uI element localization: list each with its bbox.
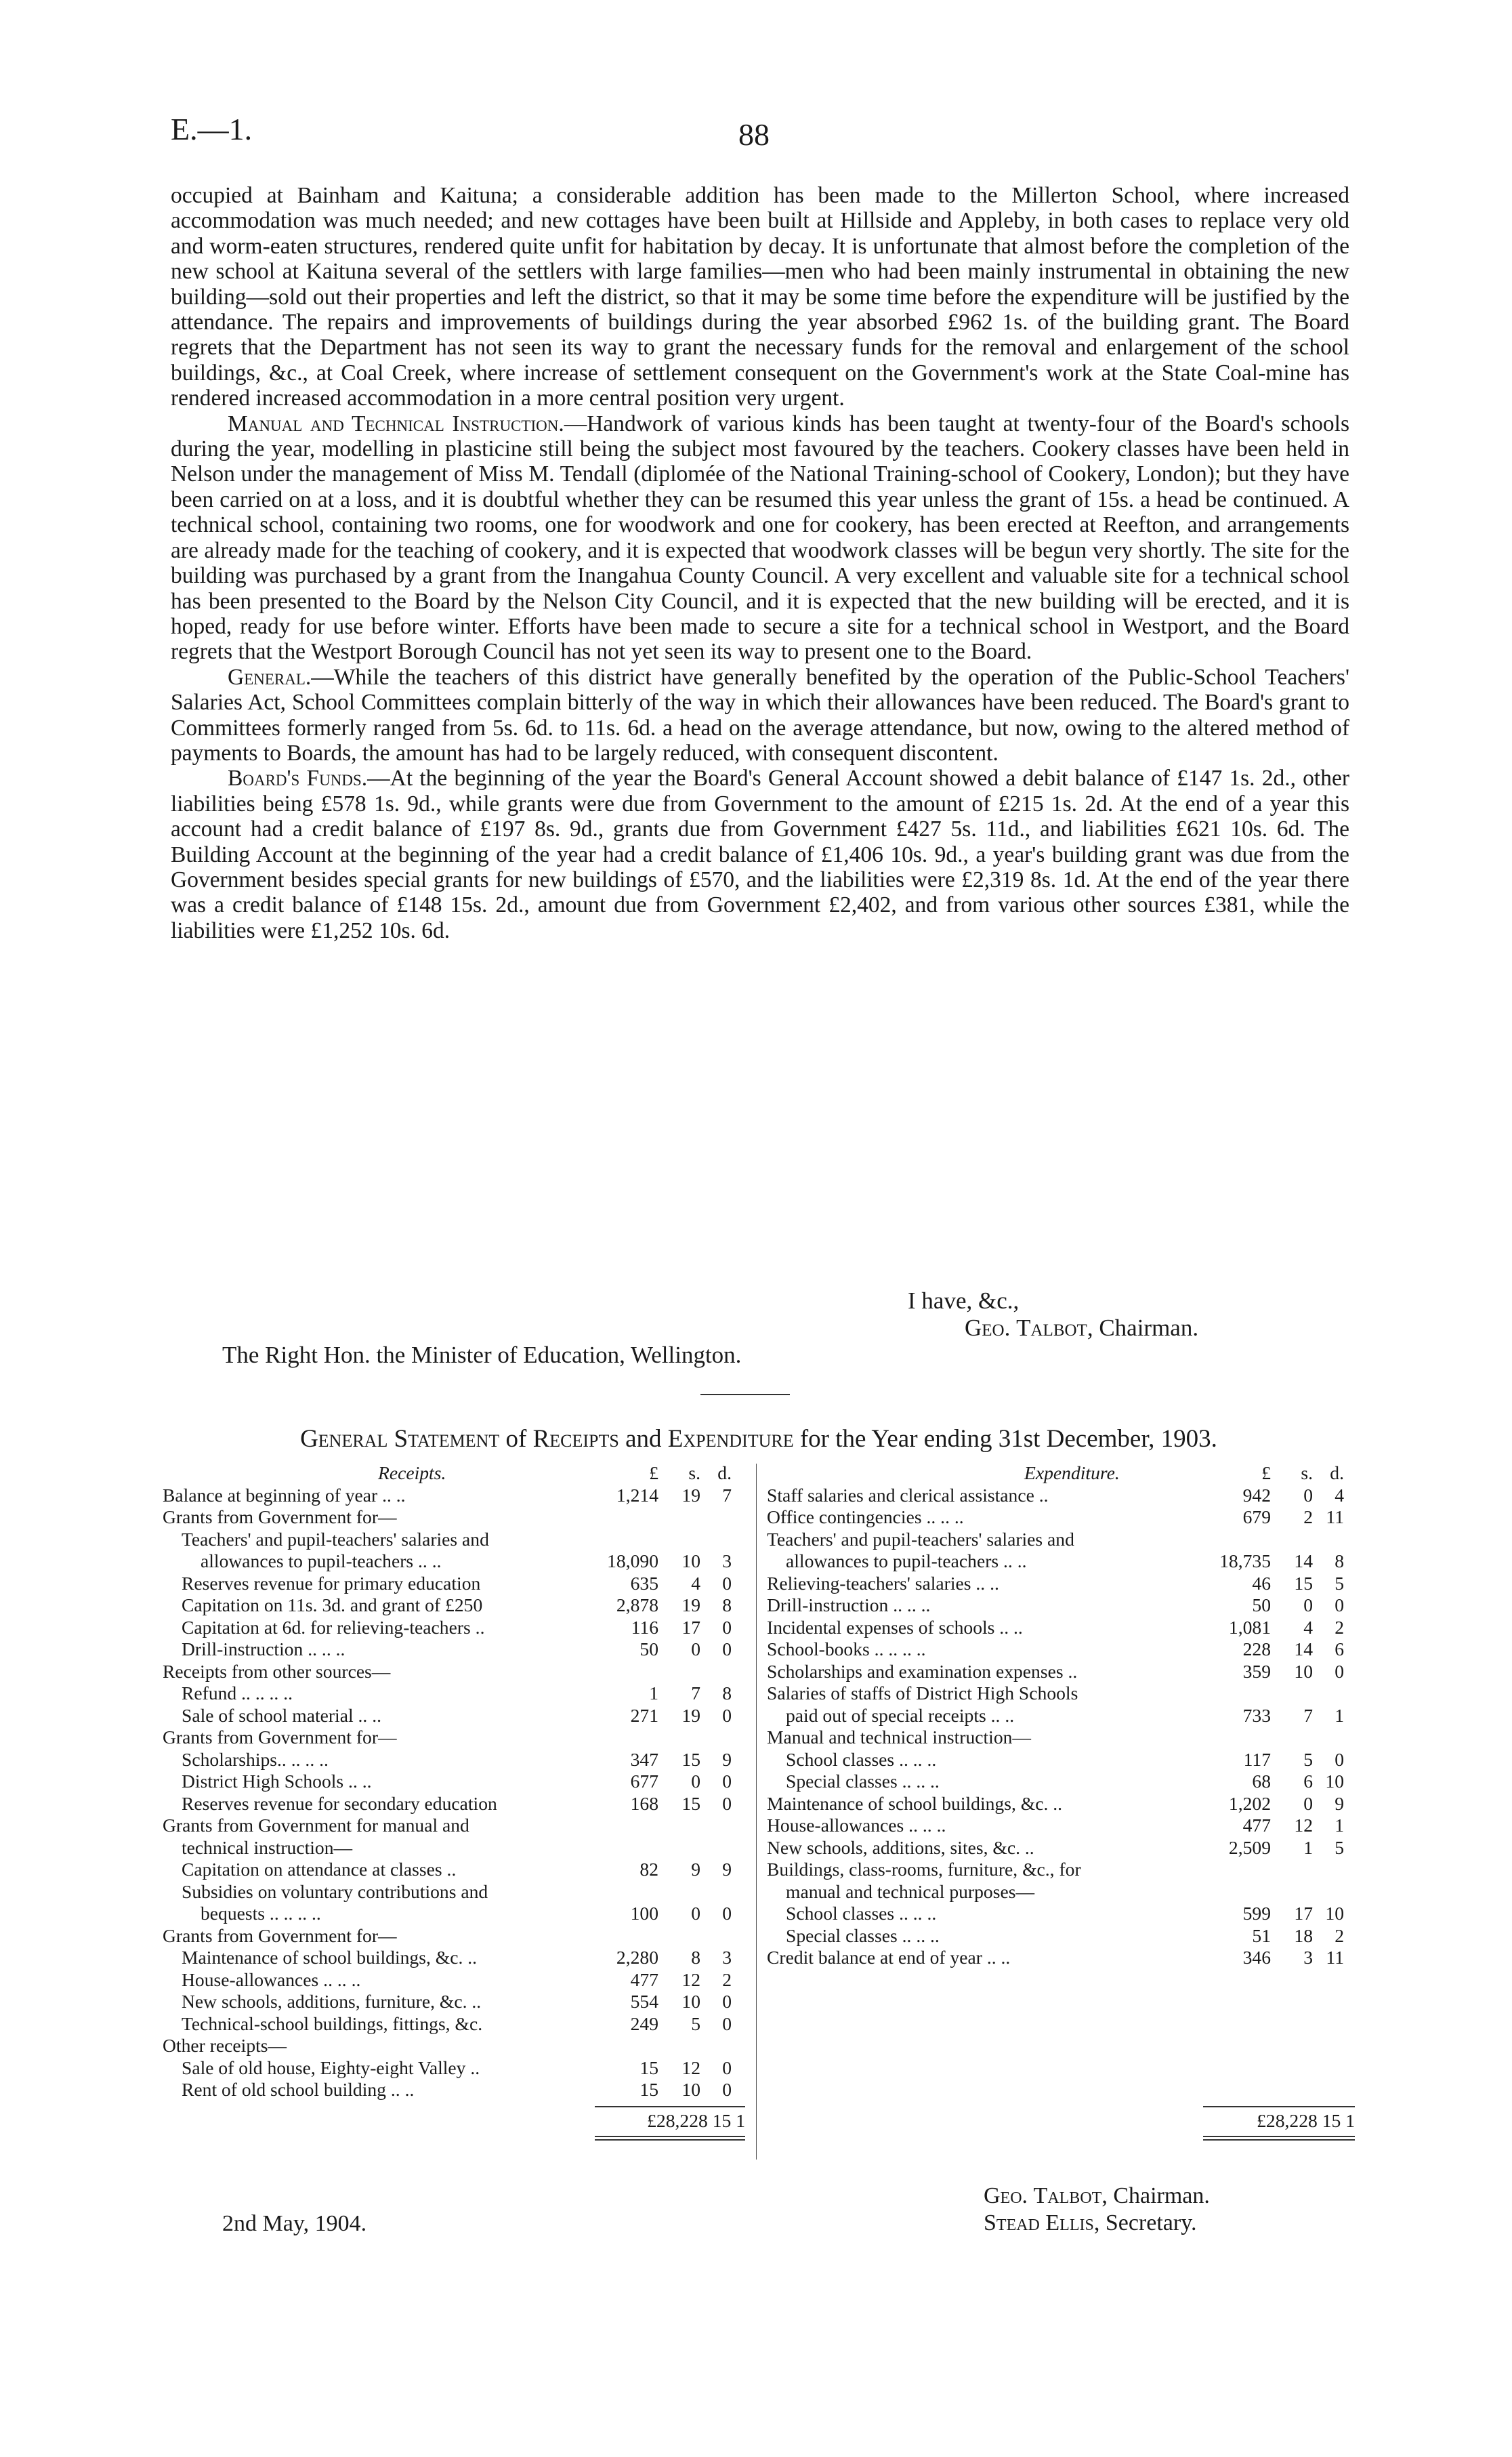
amount-shillings: 2 [1303,1506,1313,1527]
row-label: House-allowances .. .. .. [182,1968,361,1990]
amount-pence: 0 [722,1638,732,1659]
amount-pence: 0 [722,2057,732,2078]
signer-last: Talbot [1016,1315,1087,1341]
row-label: School-books .. .. .. .. [767,1638,926,1659]
receipt-row [163,1771,745,1793]
row-label: Receipts from other sources— [163,1660,391,1682]
receipt-row [163,1638,745,1661]
receipt-row [163,2013,745,2036]
amount-shillings: 10 [1294,1660,1313,1682]
expenditure-row [767,1506,1355,1529]
receipt-row [163,1485,745,1507]
receipt-row [163,1529,745,1551]
receipt-row [163,1682,745,1705]
row-label: District High Schools .. .. [182,1771,372,1792]
sig-last: Talbot [1033,2183,1102,2208]
expenditure-row [767,1594,1355,1617]
receipt-row [163,1991,745,2013]
sig-role: , Secretary. [1093,2210,1197,2235]
expenditure-row [767,1573,1355,1595]
statement-title [163,1424,1355,1453]
expenditure-row [767,1837,1355,1859]
row-label: Reserves revenue for primary education [182,1572,481,1594]
receipts-total-rule [595,2106,745,2107]
amount-pounds: 116 [631,1616,658,1638]
expenditure-row [767,1661,1355,1683]
amount-pounds: 50 [639,1638,658,1659]
amount-pounds: 68 [1252,1771,1271,1792]
title-word: General [300,1425,388,1453]
amount-pence: 3 [722,1550,732,1571]
receipt-row [163,1617,745,1639]
amount-pence: 2 [1335,1616,1344,1638]
amount-shillings: 17 [1294,1903,1313,1924]
row-label: manual and technical purposes— [786,1880,1035,1902]
row-label: Capitation on attendance at classes .. [182,1859,457,1880]
row-label: Special classes .. .. .. [786,1771,940,1792]
expenditure-row [767,1859,1355,1881]
row-label: New schools, additions, furniture, &c. .. [182,1991,482,2012]
receipt-row [163,1573,745,1595]
row-label: Grants from Government for manual and [163,1815,469,1836]
closing-signature [965,1315,1198,1342]
row-label: Grants from Government for— [163,1924,397,1946]
amount-pounds: 679 [1242,1506,1271,1527]
row-label: Scholarships.. .. .. .. [182,1748,329,1770]
section-divider [700,1394,790,1395]
amount-pounds: 635 [630,1572,658,1594]
amount-pence: 11 [1326,1506,1344,1527]
section-heading-general: General. [228,664,312,690]
row-label: technical instruction— [182,1836,353,1858]
row-label: Capitation on 11s. 3d. and grant of £250 [182,1594,483,1615]
paragraph-general [171,665,1349,766]
expenditure-row [767,1485,1355,1507]
col-shillings: s. [1301,1462,1313,1483]
amount-pounds: 15 [639,2079,658,2100]
row-label: Credit balance at end of year .. .. [767,1947,1011,1968]
expenditure-row [767,1771,1355,1793]
row-label: Grants from Government for— [163,1506,397,1527]
amount-shillings: 4 [1303,1616,1313,1638]
amount-pounds: 100 [630,1903,658,1924]
row-label: Drill-instruction .. .. .. [767,1594,931,1615]
row-label: Relieving-teachers' salaries .. .. [767,1572,999,1594]
amount-shillings: 14 [1294,1638,1313,1659]
amount-pounds: 82 [639,1859,658,1880]
expenditure-row [767,1925,1355,1947]
receipt-row [163,1925,745,1947]
title-word: for the Year ending 31st December, 1903. [799,1425,1217,1453]
row-label: bequests .. .. .. .. [201,1903,321,1924]
amount-pounds: 677 [630,1771,658,1792]
receipts-heading: Receipts. [378,1462,446,1483]
amount-shillings: 1 [1303,1836,1313,1858]
amount-pence: 0 [722,2079,732,2100]
page-header [0,102,1512,152]
amount-pence: 0 [722,1771,732,1792]
expenditure-row [767,1815,1355,1837]
amount-pence: 4 [1335,1484,1344,1506]
signature-chairman [984,2183,1210,2209]
paragraph-text: —Handwork of various kinds has been taught at twenty-four of the Board's schools during the year, modelling in plasticine still being the subject most favoured by the teachers. Cookery classes have been held in Nelson under the management of Miss M. Tendall (diplomée of the National Training-school of Cookery, London); but they have been carried on at a loss, and it is doubtful whether they can be resumed this year unless the grant of 15s. a head be continued. A technical school, containing two rooms, one for woodwork and one for cookery, has been erected at Reefton, and arrangements are already made for the teaching of cookery, and it is expected that woodwork classes will be begun very shortly. The site for the building was purchased by a grant from the Inangahua County Council. A very excellent and valuable site for a technical school has been presented to the Board by the Nelson City Council, and it is expected that the new building will be erected, and it is hoped, ready for use before winter. Efforts have been made to secure a site for a technical school in Westport, and the Board regrets that the Westport Borough Council has not yet seen its way to present one to the Board. [171,411,1350,665]
column-rule [756,1464,757,2160]
amount-shillings: 10 [681,1991,700,2012]
title-word: and [625,1425,662,1453]
amount-pounds: 477 [1242,1815,1271,1836]
statement-date: 2nd May, 1904. [222,2211,367,2236]
amount-shillings: 5 [1303,1748,1313,1770]
amount-shillings: 9 [691,1859,700,1880]
expenditure-row [767,1550,1355,1573]
amount-shillings: 12 [681,2057,700,2078]
amount-pence: 8 [722,1682,732,1704]
col-shillings: s. [688,1462,700,1483]
amount-shillings: 8 [691,1947,700,1968]
page-number: 88 [738,117,770,152]
amount-shillings: 5 [691,2012,700,2034]
amount-pounds: 2,509 [1228,1836,1271,1858]
expenditure-table [767,1462,1355,1969]
amount-pence: 0 [722,1792,732,1814]
amount-shillings: 7 [1303,1704,1313,1726]
report-body [171,183,1349,943]
expenditure-total-rule [1203,2136,1355,2137]
amount-shillings: 15 [681,1792,700,1814]
amount-pounds: 347 [630,1748,658,1770]
amount-pence: 0 [1335,1594,1344,1615]
amount-pence: 0 [722,1903,732,1924]
receipt-row [163,2079,745,2101]
amount-pounds: 1,081 [1228,1616,1271,1638]
amount-shillings: 0 [1303,1594,1313,1615]
amount-pounds: 249 [630,2012,658,2034]
expenditure-header-row [767,1462,1355,1485]
row-label: Sale of school material .. .. [182,1704,382,1726]
receipt-row [163,1594,745,1617]
amount-pence: 5 [1335,1836,1344,1858]
col-pound: £ [1261,1462,1271,1483]
row-label: Reserves revenue for secondary education [182,1792,497,1814]
expenditure-total: £28,228 15 1 [1257,2110,1355,2131]
amount-pounds: 2,280 [616,1947,658,1968]
amount-pounds: 18,090 [607,1550,658,1571]
row-label: School classes .. .. .. [786,1903,937,1924]
amount-shillings: 12 [681,1968,700,1990]
expenditure-row [767,1947,1355,1969]
expenditure-heading: Expenditure. [1024,1462,1120,1483]
expenditure-row [767,1793,1355,1815]
amount-pence: 0 [722,1616,732,1638]
receipt-row [163,1727,745,1749]
amount-shillings: 7 [691,1682,700,1704]
receipt-row [163,1881,745,1903]
receipt-row [163,1506,745,1529]
amount-shillings: 19 [681,1484,700,1506]
row-label: allowances to pupil-teachers .. .. [786,1550,1027,1571]
receipts-header-row [163,1462,745,1485]
amount-pence: 0 [722,1572,732,1594]
expenditure-row [767,1638,1355,1661]
receipt-row [163,1947,745,1969]
closing-addressee: The Right Hon. the Minister of Education, Wellington. [222,1342,742,1368]
paragraph-text: —At the beginning of the year the Board's General Account showed a debit balance of £147 1s. 2d., other liabilities being £578 1s. 9d., while grants were due from Government to the amount of £215 1s. 2d. At the end of a year this account had a credit balance of £197 8s. 9d., grants due from Government £427 5s. 11d., and liabilities £621 10s. 6d. The Building Account at the beginning of the year had a credit balance of £1,406 10s. 9d., a year's building grant was due from the Government besides special grants for new buildings of £570, and the liabilities were £2,319 8s. 1d. At the end of the year there was a credit balance of £148 15s. 2d., amount due from Government £2,402, and from various other sources £381, while the liabilities were £1,252 10s. 6d. [171,766,1349,943]
sig-role: , Chairman. [1101,2183,1210,2208]
section-heading-manual-technical: Manual and Technical Instruction. [228,411,564,436]
row-label: Special classes .. .. .. [786,1924,940,1946]
amount-pence: 0 [722,2012,732,2034]
col-pound: £ [649,1462,658,1483]
signature-secretary [984,2210,1197,2236]
amount-shillings: 0 [1303,1792,1313,1814]
expenditure-row [767,1529,1355,1551]
signer-first: Geo. [965,1315,1011,1341]
receipt-row [163,1859,745,1881]
expenditure-row [767,1705,1355,1727]
col-pence: d. [717,1462,732,1483]
title-word: Statement [394,1425,500,1453]
row-label: Salaries of staffs of District High Schools [767,1682,1078,1704]
row-label: Balance at beginning of year .. .. [163,1484,406,1506]
row-label: Maintenance of school buildings, &c. .. [767,1792,1063,1814]
signer-role: , Chairman. [1087,1315,1199,1341]
col-pence: d. [1330,1462,1344,1483]
row-label: House-allowances .. .. .. [767,1815,946,1836]
row-label: Maintenance of school buildings, &c. .. [182,1947,478,1968]
amount-shillings: 17 [681,1616,700,1638]
amount-pence: 8 [722,1594,732,1615]
amount-pounds: 50 [1252,1594,1271,1615]
amount-pence: 0 [722,1704,732,1726]
row-label: New schools, additions, sites, &c. .. [767,1836,1034,1858]
title-word: Expenditure [667,1425,794,1453]
amount-pounds: 15 [639,2057,658,2078]
amount-pence: 2 [722,1968,732,1990]
sig-last: Ellis [1045,2210,1094,2235]
amount-pence: 6 [1335,1638,1344,1659]
expenditure-row [767,1749,1355,1771]
row-label: Other receipts— [163,2035,287,2056]
amount-pence: 0 [722,1991,732,2012]
amount-pence: 2 [1335,1924,1344,1946]
amount-pounds: 228 [1242,1638,1271,1659]
amount-shillings: 0 [691,1771,700,1792]
receipt-row [163,1661,745,1683]
amount-pounds: 2,878 [616,1594,658,1615]
paragraph-buildings: occupied at Bainham and Kaituna; a considerable addition has been made to the Millerton School, where increased accommodation was much needed; and new cottages have been built at Hillside and Appleby, in both cases to replace very old and worm-eaten structures, rendered quite unfit for habitation by decay. It is unfortunate that almost before the completion of the new school at Kaituna several of the settlers with large families—men who had been mainly instrumental in obtaining the new building—sold out their properties and left the district, so that it may be some time before the expenditure will be justified by the attendance. The repairs and improvements of buildings during the year absorbed £962 1s. of the building grant. The Board regrets that the Department has not seen its way to grant the necessary funds for the removal and enlargement of the school buildings, &c., at Coal Creek, where increase of settlement consequent on the Government's work at the State Coal-mine has rendered increased accommodation in a more central position very urgent. [171,183,1349,411]
amount-pence: 1 [1335,1815,1344,1836]
amount-shillings: 18 [1294,1924,1313,1946]
sig-first: Geo. [984,2183,1028,2208]
receipt-row [163,1749,745,1771]
amount-shillings: 0 [691,1903,700,1924]
amount-pence: 5 [1335,1572,1344,1594]
amount-pounds: 942 [1242,1484,1271,1506]
row-label: Staff salaries and clerical assistance .. [767,1484,1049,1506]
amount-pence: 3 [722,1947,732,1968]
amount-pounds: 117 [1243,1748,1271,1770]
receipt-row [163,1550,745,1573]
expenditure-row [767,1903,1355,1925]
expenditure-total-rule [1203,2139,1355,2141]
receipts-total-rule [595,2136,745,2137]
amount-shillings: 0 [691,1638,700,1659]
receipts-total-rule [595,2139,745,2141]
receipt-row [163,1903,745,1925]
paragraph-manual-technical [171,411,1349,665]
receipt-row [163,1837,745,1859]
amount-shillings: 12 [1294,1815,1313,1836]
amount-shillings: 19 [681,1594,700,1615]
closing-salutation: I have, &c., [908,1287,1020,1314]
title-word: Receipts [532,1425,619,1453]
receipt-row [163,1969,745,1991]
row-label: Sale of old house, Eighty-eight Valley .. [182,2057,480,2078]
amount-pence: 0 [1335,1660,1344,1682]
paragraph-boards-funds [171,766,1349,943]
amount-shillings: 0 [1303,1484,1313,1506]
amount-pence: 10 [1325,1771,1344,1792]
amount-pounds: 271 [630,1704,658,1726]
paragraph-text: —While the teachers of this district have generally benefited by the operation of the Public-School Teachers' Salaries Act, School Committees complain bitterly of the way in which their allowances have been reduced. The Board's grant to Committees formerly ranged from 5s. 6d. to 11s. 6d. a head on the average attendance, but now, owing to the altered method of payments to Boards, the amount has had to be largely reduced, with consequent discontent. [171,664,1349,766]
row-label: Manual and technical instruction— [767,1727,1032,1748]
amount-shillings: 19 [681,1704,700,1726]
row-label: Capitation at 6d. for relieving-teachers .. [182,1616,485,1638]
expenditure-row [767,1682,1355,1705]
amount-pence: 9 [722,1748,732,1770]
amount-pounds: 46 [1252,1572,1271,1594]
row-label: Teachers' and pupil-teachers' salaries and [182,1528,489,1550]
row-label: Rent of old school building .. .. [182,2079,415,2100]
amount-pounds: 477 [630,1968,658,1990]
amount-pence: 11 [1326,1947,1344,1968]
row-label: Grants from Government for— [163,1727,397,1748]
amount-pounds: 1,214 [616,1484,658,1506]
receipts-total: £28,228 15 1 [647,2110,745,2131]
amount-pounds: 51 [1252,1924,1271,1946]
row-label: Drill-instruction .. .. .. [182,1638,345,1659]
amount-shillings: 15 [1294,1572,1313,1594]
amount-pounds: 18,735 [1219,1550,1271,1571]
expenditure-row [767,1727,1355,1749]
row-label: paid out of special receipts .. .. [786,1704,1015,1726]
amount-pounds: 168 [630,1792,658,1814]
amount-shillings: 10 [681,1550,700,1571]
expenditure-row [767,1617,1355,1639]
amount-pence: 7 [722,1484,732,1506]
amount-shillings: 4 [691,1572,700,1594]
amount-pounds: 346 [1242,1947,1271,1968]
title-word: of [505,1425,527,1453]
row-label: Teachers' and pupil-teachers' salaries and [767,1528,1074,1550]
row-label: Technical-school buildings, fittings, &c. [182,2012,483,2034]
document-reference: E.—1. [171,112,253,146]
amount-pounds: 733 [1242,1704,1271,1726]
amount-pence: 8 [1335,1550,1344,1571]
amount-pence: 10 [1325,1903,1344,1924]
expenditure-row [767,1881,1355,1903]
amount-shillings: 14 [1294,1550,1313,1571]
row-label: Scholarships and examination expenses .. [767,1660,1078,1682]
expenditure-total-rule [1203,2106,1355,2107]
row-label: Office contingencies .. .. .. [767,1506,964,1527]
receipt-row [163,1705,745,1727]
sig-first: Stead [984,2210,1040,2235]
row-label: Refund .. .. .. .. [182,1682,293,1704]
row-label: Incidental expenses of schools .. .. [767,1616,1023,1638]
receipt-row [163,1793,745,1815]
receipt-row [163,1815,745,1837]
section-heading-boards-funds: Board's Funds. [228,766,368,791]
amount-pence: 9 [1335,1792,1344,1814]
amount-pence: 0 [1335,1748,1344,1770]
amount-pence: 9 [722,1859,732,1880]
amount-shillings: 6 [1303,1771,1313,1792]
amount-shillings: 15 [681,1748,700,1770]
receipt-row [163,2035,745,2057]
amount-pounds: 599 [1242,1903,1271,1924]
row-label: Subsidies on voluntary contributions and [182,1880,488,1902]
receipts-table [163,1462,745,2101]
row-label: allowances to pupil-teachers .. .. [201,1550,442,1571]
amount-shillings: 3 [1303,1947,1313,1968]
amount-pence: 1 [1335,1704,1344,1726]
amount-pounds: 1 [649,1682,658,1704]
amount-pounds: 359 [1242,1660,1271,1682]
amount-shillings: 10 [681,2079,700,2100]
amount-pounds: 554 [630,1991,658,2012]
row-label: School classes .. .. .. [786,1748,937,1770]
receipt-row [163,2057,745,2080]
row-label: Buildings, class-rooms, furniture, &c., for [767,1859,1081,1880]
amount-pounds: 1,202 [1228,1792,1271,1814]
